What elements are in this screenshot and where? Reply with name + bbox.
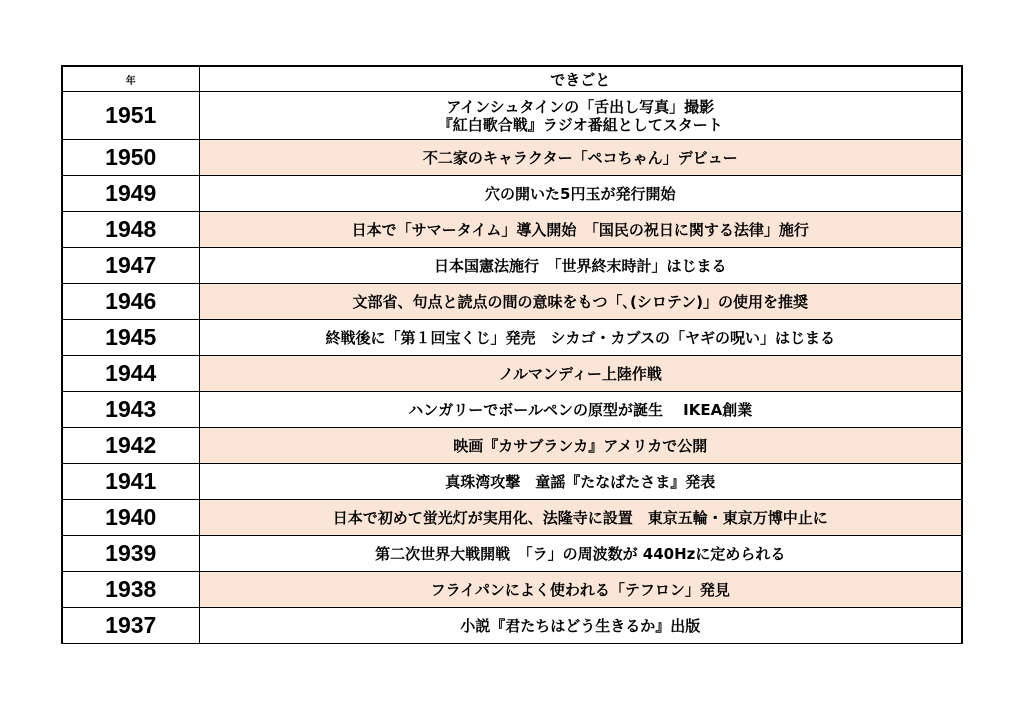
event-text: 終戦後に「第１回宝くじ」発売 シカゴ・カブスの「ヤギの呪い」はじまる [325, 328, 835, 347]
year-column-header: 年 [62, 66, 199, 92]
table-row [62, 176, 962, 212]
event-text: 『紅白歌合戦』ラジオ番組としてスタート [437, 115, 723, 134]
event-cell [199, 428, 962, 464]
header-row [62, 66, 962, 92]
year-cell: 1944 [62, 356, 199, 392]
year-cell: 1950 [62, 140, 199, 176]
year-cell: 1941 [62, 464, 199, 500]
event-cell [199, 140, 962, 176]
year-cell: 1947 [62, 248, 199, 284]
event-cell [199, 176, 962, 212]
year-cell: 1937 [62, 608, 199, 644]
event-cell [199, 536, 962, 572]
table-row [62, 140, 962, 176]
year-cell: 1949 [62, 176, 199, 212]
event-cell [199, 572, 962, 608]
event-text: 第二次世界大戦開戦 「ラ」の周波数が 440Hzに定められる [375, 544, 786, 563]
year-cell: 1951 [62, 92, 199, 140]
timeline-body [62, 66, 962, 644]
table-row [62, 536, 962, 572]
event-cell [199, 608, 962, 644]
event-text: ノルマンディー上陸作戦 [498, 364, 662, 383]
event-text: 日本国憲法施行 「世界終末時計」はじまる [433, 256, 727, 275]
year-cell: 1948 [62, 212, 199, 248]
event-text: 真珠湾攻撃 童謡『たなばたさま』発表 [445, 472, 716, 491]
table-row [62, 320, 962, 356]
table-row [62, 572, 962, 608]
event-cell [199, 92, 962, 140]
event-cell [199, 320, 962, 356]
event-text: 文部省、句点と読点の間の意味をもつ「､(シロテン)」の使用を推奨 [352, 292, 808, 311]
year-cell: 1939 [62, 536, 199, 572]
event-cell [199, 284, 962, 320]
event-cell [199, 464, 962, 500]
event-text: アインシュタインの「舌出し写真」撮影 [446, 97, 715, 116]
year-cell: 1946 [62, 284, 199, 320]
timeline-table [61, 65, 963, 644]
event-text: 映画『カサブランカ』アメリカで公開 [453, 436, 708, 455]
event-text: 穴の開いた5円玉が発行開始 [485, 184, 676, 203]
event-text: 不二家のキャラクター「ペコちゃん」デビュー [422, 148, 738, 167]
event-cell [199, 500, 962, 536]
event-text: 日本で初めて蛍光灯が実用化、法隆寺に設置 東京五輪・東京万博中止に [332, 508, 828, 527]
event-cell [199, 212, 962, 248]
event-text: ハンガリーでボールペンの原型が誕生 IKEA創業 [408, 400, 753, 419]
event-text: 日本で「サマータイム」導入開始 「国民の祝日に関する法律」施行 [351, 220, 809, 239]
table-row [62, 284, 962, 320]
table-row [62, 464, 962, 500]
table-row [62, 248, 962, 284]
table-row [62, 356, 962, 392]
table-row [62, 500, 962, 536]
year-cell: 1945 [62, 320, 199, 356]
event-text: 小説『君たちはどう生きるか』出版 [460, 616, 701, 635]
event-text: フライパンによく使われる「テフロン」発見 [430, 580, 730, 599]
table-row [62, 212, 962, 248]
event-column-header: できごと [199, 66, 962, 92]
event-cell [199, 248, 962, 284]
year-cell: 1938 [62, 572, 199, 608]
event-cell [199, 356, 962, 392]
year-cell: 1942 [62, 428, 199, 464]
table-row [62, 92, 962, 140]
year-cell: 1940 [62, 500, 199, 536]
table-row [62, 392, 962, 428]
year-cell: 1943 [62, 392, 199, 428]
event-cell [199, 392, 962, 428]
table-row [62, 608, 962, 644]
table-row [62, 428, 962, 464]
